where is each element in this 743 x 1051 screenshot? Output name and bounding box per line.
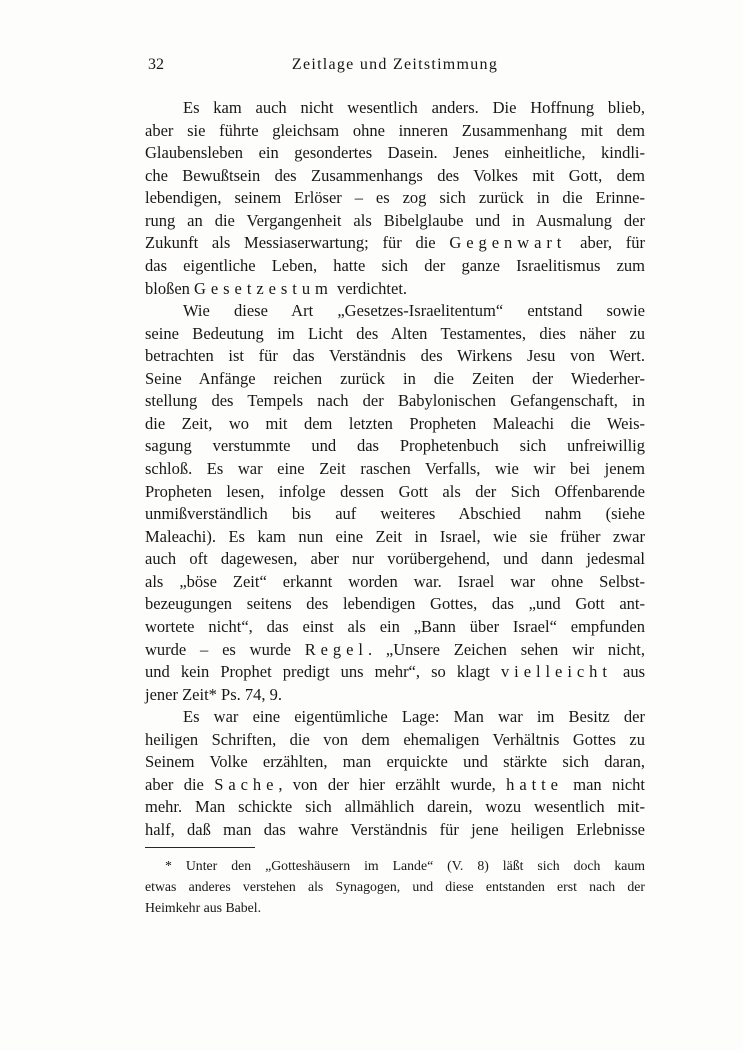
text-line — [145, 593, 645, 616]
text-segment: die Zeit, wo mit dem letzten Propheten Maleachi die Weis- — [145, 413, 645, 433]
text-line — [145, 684, 645, 707]
footnote-line — [145, 876, 645, 897]
text-segment: bloßen — [145, 278, 195, 298]
text-line — [145, 435, 645, 458]
text-segment: Seine Anfänge reichen zurück in die Zeiten der Wiederher- — [145, 368, 645, 388]
letterspaced-text: Regel — [304, 639, 368, 659]
paragraph — [145, 300, 645, 706]
footnote-line — [145, 855, 645, 876]
paragraph — [145, 97, 645, 300]
text-segment: das eigentliche Leben, hatte sich der ganze Israelitismus zum — [145, 255, 645, 275]
text-line — [145, 165, 645, 188]
text-segment: Wie diese Art „Gesetzes-Israelitentum“ entstand sowie — [183, 301, 645, 321]
text-segment: * Unter den „Gotteshäusern im Lande“ (V. 8) läßt sich doch kaum — [165, 857, 645, 873]
footnote — [145, 855, 645, 919]
text-line — [145, 661, 645, 684]
text-segment: seine Bedeutung im Licht des Alten Testamentes, dies näher zu — [145, 323, 645, 343]
text-line — [145, 278, 645, 301]
text-line — [145, 706, 645, 729]
text-segment: Maleachi). Es kam nun eine Zeit in Israel, wie sie früher zwar — [145, 526, 645, 546]
body-text — [145, 97, 645, 842]
text-line — [145, 368, 645, 391]
text-line — [145, 345, 645, 368]
page-number: 32 — [148, 56, 164, 73]
text-segment: sagung verstummte und das Prophetenbuch sich unfreiwillig — [145, 436, 645, 456]
text-segment: Glaubensleben ein gesondertes Dasein. Jenes einheitliche, kindli- — [145, 143, 645, 163]
text-segment: Es kam auch nicht wesentlich anders. Die Hoffnung blieb, — [183, 98, 645, 117]
text-line — [145, 774, 645, 797]
text-segment: stellung des Tempels nach der Babylonischen Gefangenschaft, in — [145, 391, 645, 411]
text-line — [145, 639, 645, 662]
text-segment: aber, für — [566, 233, 645, 253]
text-segment: Es war eine eigentümliche Lage: Man war im Besitz der — [183, 707, 645, 727]
text-line — [145, 210, 645, 233]
text-segment: und kein Prophet predigt uns mehr“, so klagt — [145, 662, 501, 682]
text-line — [145, 390, 645, 413]
text-segment: heiligen Schriften, die von dem ehemaligen Verhältnis Gottes zu — [145, 729, 645, 749]
text-line — [145, 616, 645, 639]
text-segment: bezeugungen seitens des lebendigen Gottes, das „und Gott ant- — [145, 594, 645, 614]
text-segment: wortete nicht“, das einst als ein „Bann über Israel“ empfunden — [145, 616, 645, 636]
text-segment: , von der hier erzählt wurde, — [278, 774, 507, 794]
letterspaced-text: hatte — [506, 774, 563, 794]
text-segment: etwas anderes verstehen als Synagogen, und diese entstanden erst nach der — [145, 878, 645, 894]
text-segment: schloß. Es war eine Zeit raschen Verfalls, wie wir bei jenem — [145, 459, 645, 478]
paragraph — [145, 706, 645, 841]
text-segment: Propheten lesen, infolge dessen Gott als der Sich Offenbarende — [145, 481, 645, 501]
paragraph — [145, 855, 645, 919]
text-line — [145, 526, 645, 549]
text-segment: Seinem Volke erzählten, man erquickte und stärkte sich daran, — [145, 752, 645, 772]
text-line — [145, 458, 645, 481]
text-segment: rung an die Vergangenheit als Bibelglaube und in Ausmalung der — [145, 210, 645, 230]
letterspaced-text: Sache — [214, 774, 279, 794]
text-line — [145, 300, 645, 323]
text-line — [145, 729, 645, 752]
text-segment: mehr. Man schickte sich allmählich darein, wozu wesentlich mit- — [145, 797, 645, 817]
text-line — [145, 97, 645, 120]
letterspaced-text: vielleicht — [500, 662, 612, 682]
text-segment: . „Unsere Zeichen sehen wir nicht, — [367, 639, 645, 659]
letterspaced-text: Gesetzestum — [194, 278, 333, 298]
text-line — [145, 142, 645, 165]
text-line — [145, 571, 645, 594]
text-segment: als „böse Zeit“ erkannt worden war. Israel war ohne Selbst- — [145, 571, 645, 591]
text-line — [145, 323, 645, 346]
running-header — [145, 56, 645, 77]
text-line — [145, 548, 645, 571]
letterspaced-text: Gegenwart — [449, 233, 567, 253]
text-line — [145, 120, 645, 143]
text-segment: unmißverständlich bis auf weiteres Abschied nahm (siehe — [145, 504, 645, 524]
running-header-title: Zeitlage und Zeitstimmung — [291, 56, 499, 73]
text-segment: aber die — [145, 774, 215, 794]
text-segment: lebendigen, seinem Erlöser – es zog sich zurück in die Erinne- — [145, 188, 645, 208]
text-segment: aus — [611, 662, 645, 682]
text-segment: Heimkehr aus Babel. — [145, 900, 262, 916]
text-segment: wurde – es wurde — [145, 639, 305, 659]
text-line — [145, 503, 645, 526]
text-segment: aber sie führte gleichsam ohne inneren Zusammenhang mit dem — [145, 120, 645, 140]
footnote-separator — [145, 847, 255, 848]
text-line — [145, 751, 645, 774]
text-segment: man nicht — [562, 774, 645, 794]
footnote-line — [145, 897, 645, 918]
text-line — [145, 481, 645, 504]
text-segment: half, daß man das wahre Verständnis für jene heiligen Erlebnisse — [145, 820, 645, 839]
text-line — [145, 796, 645, 819]
text-line — [145, 187, 645, 210]
text-line — [145, 255, 645, 278]
text-segment: Zukunft als Messiaserwartung; für die — [145, 233, 450, 253]
text-line — [145, 232, 645, 255]
text-line — [145, 413, 645, 436]
text-segment: betrachten ist für das Verständnis des Wirkens Jesu von Wert. — [145, 346, 645, 366]
text-segment: che Bewußtsein des Zusammenhangs des Volkes mit Gott, dem — [145, 165, 645, 185]
text-segment: jener Zeit* Ps. 74, 9. — [145, 684, 283, 704]
text-segment: auch oft dagewesen, aber nur vorübergehend, und dann jedesmal — [145, 549, 645, 569]
text-line — [145, 819, 645, 842]
text-segment: verdichtet. — [332, 278, 408, 298]
